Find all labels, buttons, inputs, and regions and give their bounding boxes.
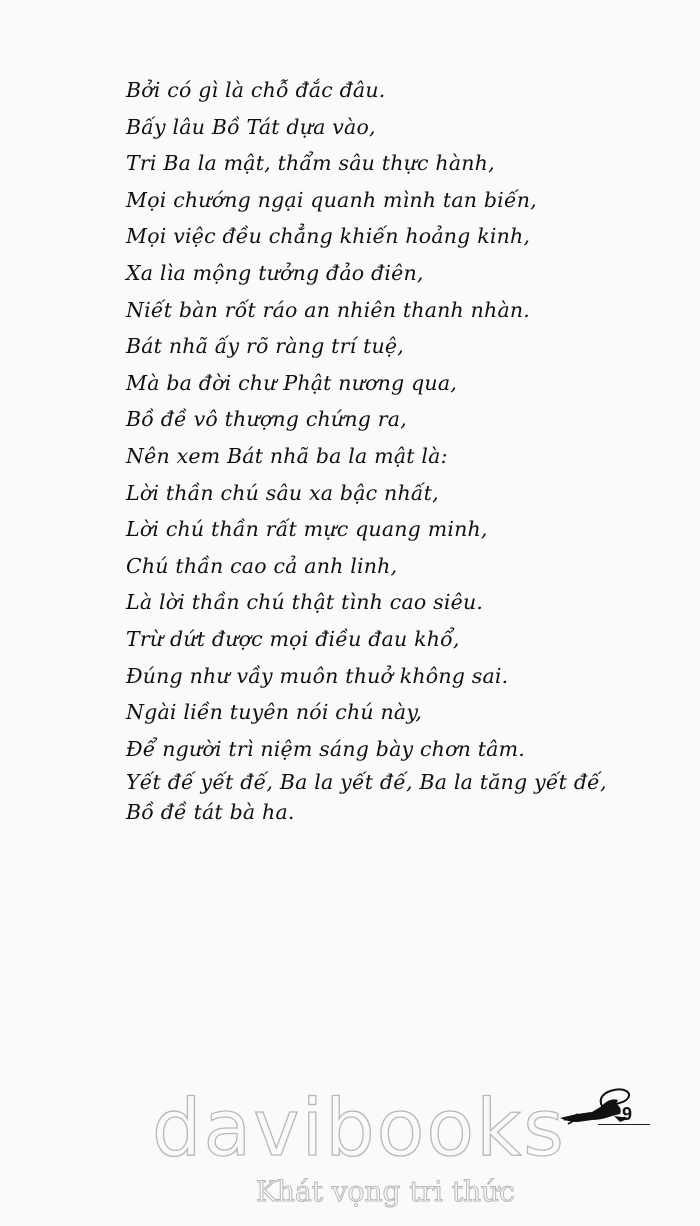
watermark-logo-text: davibooks <box>152 1084 566 1174</box>
poem-line: Trừ dứt được mọi điều đau khổ, <box>126 626 460 651</box>
poem-line: Là lời thần chú thật tình cao siêu. <box>126 590 484 615</box>
poem-line: Yết đế yết đế, Ba la yết đế, Ba la tăng yết đế, <box>126 770 607 795</box>
publisher-watermark <box>152 1084 572 1220</box>
poem-line: Bát nhã ấy rõ ràng trí tuệ, <box>126 334 404 359</box>
watermark-slogan: Khát vọng tri thức <box>256 1175 515 1208</box>
swallow-ornament-icon <box>558 1082 670 1128</box>
poem-line: Ngài liền tuyên nói chú này, <box>126 700 423 725</box>
poem-text <box>126 72 686 827</box>
poem-line: Bởi có gì là chỗ đắc đâu. <box>126 78 386 102</box>
poem-line: Mà ba đời chư Phật nương qua, <box>126 370 457 395</box>
poem-line: Để người trì niệm sáng bày chơn tâm. <box>126 736 525 761</box>
poem-line: Lời chú thần rất mực quang minh, <box>126 517 488 542</box>
page-number-rule <box>598 1124 650 1125</box>
poem-line: Lời thần chú sâu xa bậc nhất, <box>126 480 439 505</box>
poem-line: Xa lìa mộng tưởng đảo điên, <box>126 260 424 285</box>
poem-line: Mọi việc đều chẳng khiến hoảng kinh, <box>126 224 531 249</box>
poem-line: Nên xem Bát nhã ba la mật là: <box>126 443 448 468</box>
poem-line: Đúng như vầy muôn thuở không sai. <box>126 663 509 688</box>
poem-line: Bồ đề vô thượng chứng ra, <box>126 407 407 432</box>
poem-line: Niết bàn rốt ráo an nhiên thanh nhàn. <box>126 297 530 322</box>
poem-line: Chú thần cao cả anh linh, <box>126 553 398 578</box>
poem-line: Bấy lâu Bồ Tát dựa vào, <box>126 114 376 139</box>
poem-line: Tri Ba la mật, thẩm sâu thực hành, <box>126 151 495 176</box>
poem-line: Bồ đề tát bà ha. <box>126 800 295 825</box>
poem-line: Mọi chướng ngại quanh mình tan biến, <box>126 187 537 212</box>
page-number: 9 <box>622 1104 633 1124</box>
